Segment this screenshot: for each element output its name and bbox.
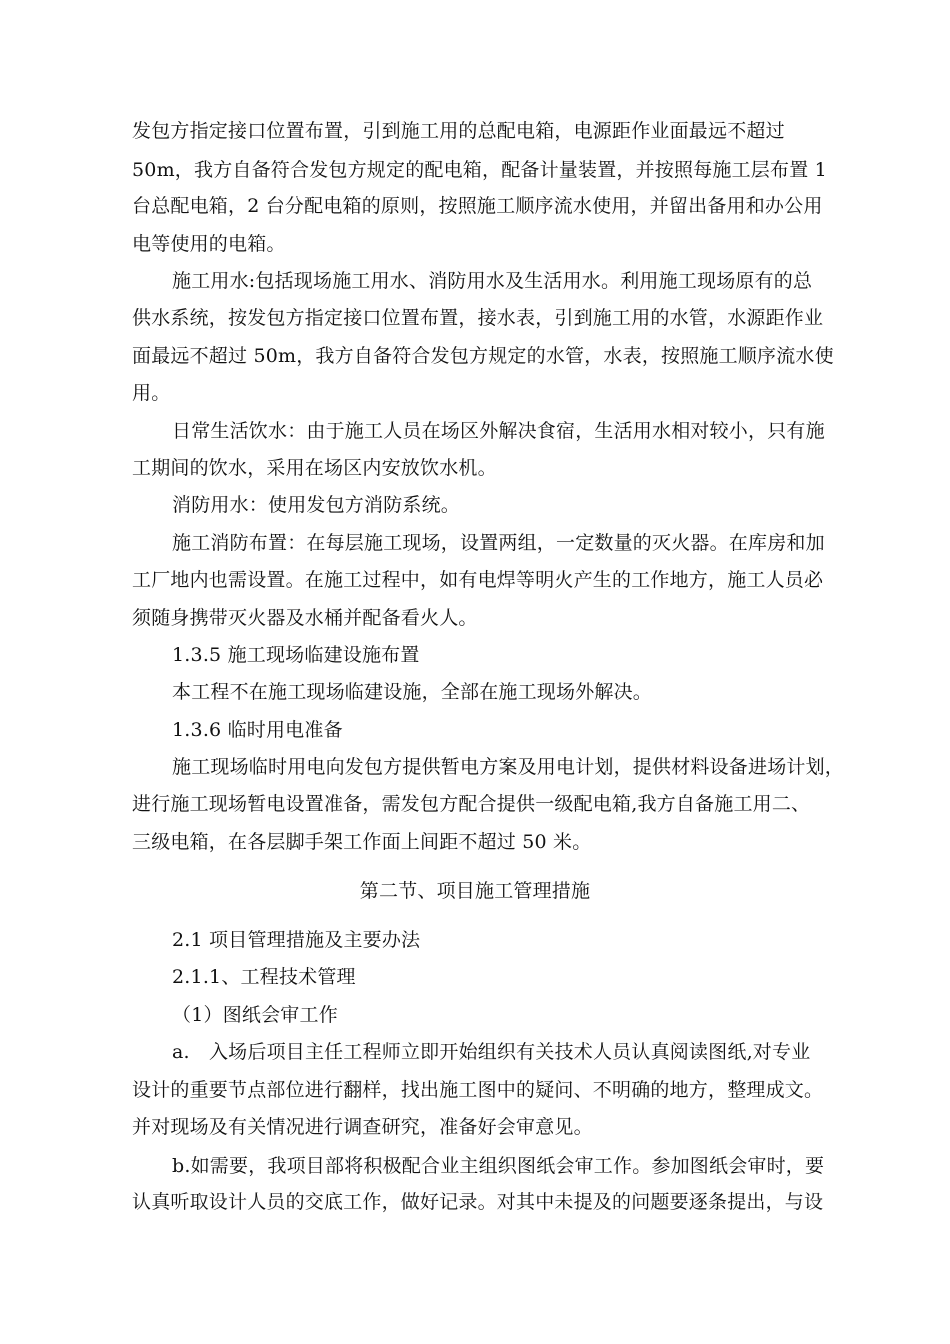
text-line: 设计的重要节点部位进行翻样，找出施工图中的疑问、不明确的地方，整理成文。 bbox=[132, 1079, 824, 1101]
text-line: 工厂地内也需设置。在施工过程中，如有电焊等明火产生的工作地方，施工人员必 bbox=[132, 569, 824, 591]
text-line: 工期间的饮水，采用在场区内安放饮水机。 bbox=[132, 457, 497, 479]
text-line: 本工程不在施工现场临建设施，全部在施工现场外解决。 bbox=[172, 681, 653, 703]
text-line: 消防用水：使用发包方消防系统。 bbox=[172, 494, 461, 516]
text-line: 供水系统，按发包方指定接口位置布置，接水表，引到施工用的水管，水源距作业 bbox=[132, 307, 824, 329]
text-line: 发包方指定接口位置布置，引到施工用的总配电箱，电源距作业面最远不超过 bbox=[132, 120, 785, 142]
text-line: 台总配电箱，2 台分配电箱的原则，按照施工顺序流水使用，并留出备用和办公用 bbox=[132, 195, 823, 217]
text-line: 施工消防布置：在每层施工现场，设置两组，一定数量的灭火器。在库房和加 bbox=[172, 532, 825, 554]
text-line: 面最远不超过 50m，我方自备符合发包方规定的水管，水表，按照施工顺序流水使 bbox=[132, 345, 834, 367]
section-heading: 2.1 项目管理措施及主要办法 bbox=[172, 929, 421, 951]
text-line: 施工现场临时用电向发包方提供暂电方案及用电计划，提供材料设备进场计划， bbox=[172, 756, 845, 778]
chapter-heading: 第二节、项目施工管理措施 bbox=[359, 880, 591, 902]
text-line: 用。 bbox=[132, 382, 171, 404]
text-line: 认真听取设计人员的交底工作，做好记录。对其中未提及的问题要逐条提出，与设 bbox=[132, 1191, 824, 1213]
text-line: b.如需要，我项目部将积极配合业主组织图纸会审工作。参加图纸会审时，要 bbox=[172, 1155, 825, 1177]
text-line: 进行施工现场暂电设置准备，需发包方配合提供一级配电箱,我方自备施工用二、 bbox=[132, 793, 811, 815]
section-heading: （1）图纸会审工作 bbox=[172, 1004, 338, 1026]
section-heading: 1.3.5 施工现场临建设施布置 bbox=[172, 644, 420, 666]
text-line: a. 入场后项目主任工程师立即开始组织有关技术人员认真阅读图纸,对专业 bbox=[172, 1041, 811, 1063]
section-heading: 2.1.1、工程技术管理 bbox=[172, 966, 356, 988]
text-line: 三级电箱，在各层脚手架工作面上间距不超过 50 米。 bbox=[132, 831, 592, 853]
text-line: 电等使用的电箱。 bbox=[132, 233, 286, 255]
text-line: 施工用水:包括现场施工用水、消防用水及生活用水。利用施工现场原有的总 bbox=[172, 270, 813, 292]
text-line: 并对现场及有关情况进行调查研究，准备好会审意见。 bbox=[132, 1116, 593, 1138]
section-heading: 1.3.6 临时用电准备 bbox=[172, 719, 343, 741]
text-line: 须随身携带灭火器及水桶并配备看火人。 bbox=[132, 607, 478, 629]
text-line: 50m，我方自备符合发包方规定的配电箱，配备计量装置，并按照每施工层布置 1 bbox=[132, 159, 827, 181]
text-line: 日常生活饮水：由于施工人员在场区外解决食宿，生活用水相对较小，只有施 bbox=[172, 420, 825, 442]
